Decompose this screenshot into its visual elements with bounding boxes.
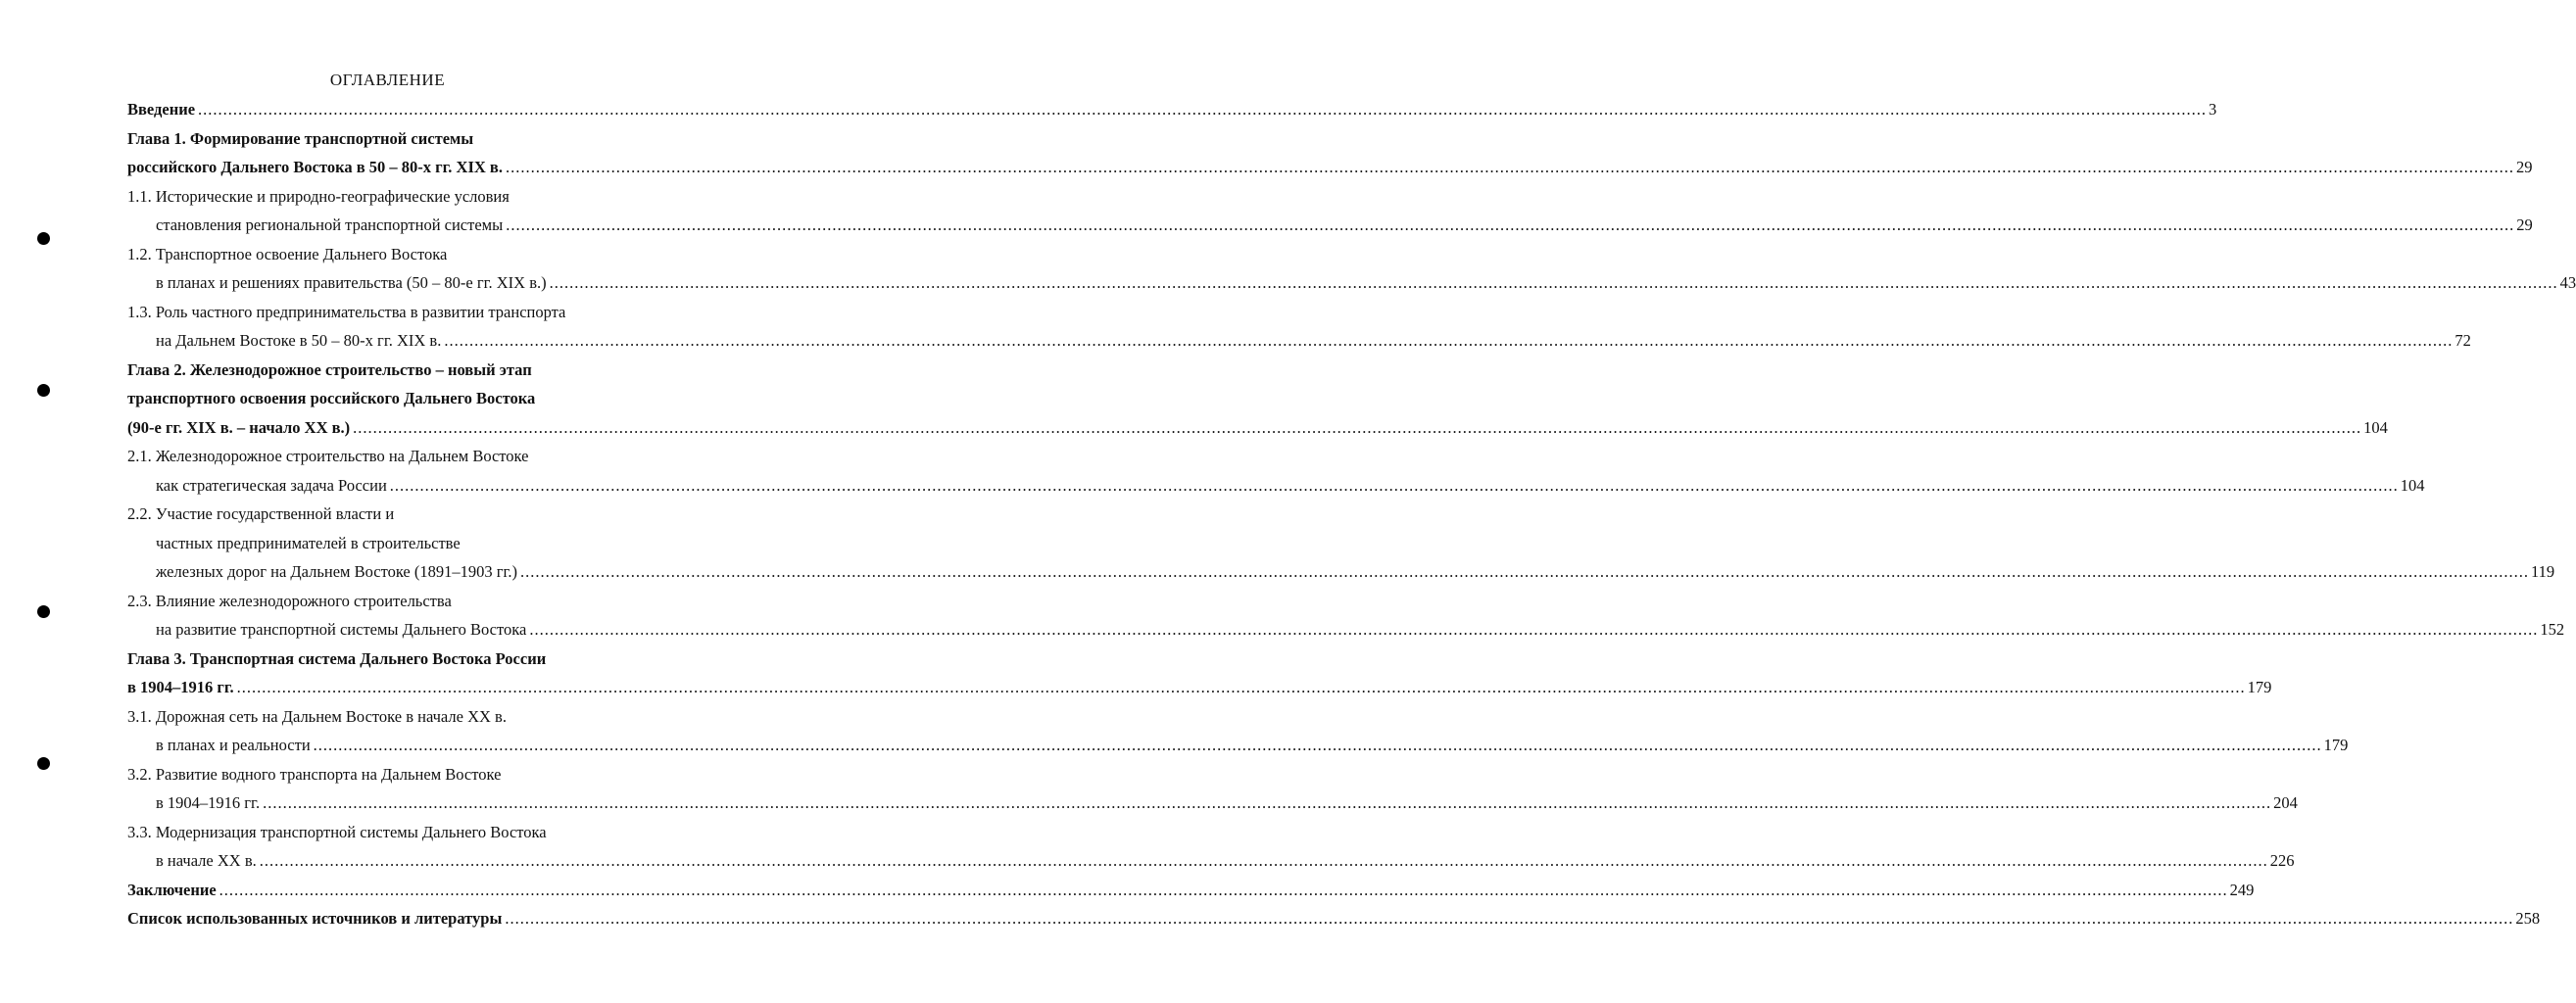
toc-page-number: 179 [2247,678,2272,696]
toc-page-number: 226 [2269,851,2295,870]
toc-leader-dots: ................................................................................................................................................................................................................................................................................................................................................................................................................ [444,331,2454,350]
toc-entry-text: Заключение [127,880,217,899]
toc-entry-text: в 1904–1916 гг. [156,793,261,812]
toc-page-number: 43 [2559,273,2576,292]
toc-entry [127,846,2295,876]
toc-entry-text: становления региональной транспортной системы [156,215,504,234]
toc-entry [127,298,701,327]
toc-entry [127,904,2541,933]
toc-page-number: 179 [2323,736,2349,754]
toc-entry-text: 1.2. Транспортное освоение Дальнего Востока [127,244,448,263]
toc-entry [127,413,2388,443]
toc-entry-text: Список использованных источников и литературы [127,909,503,928]
toc-entry-text: 1.3. Роль частного предпринимательства в развитии транспорта [127,302,566,321]
punch-hole [37,384,50,397]
toc-leader-dots: ................................................................................................................................................................................................................................................................................................................................................................................................................ [263,793,2272,812]
toc-entry [127,731,2349,760]
toc-entry [127,557,2555,587]
toc-entry-text: как стратегическая задача России [156,475,387,495]
page-title: ОГЛАВЛЕНИЕ [329,71,446,89]
toc-entry-text: (90-е гг. XIX в. – начало XX в.) [127,417,351,437]
toc-page-number: 104 [2363,417,2388,437]
toc-page-number: 72 [2454,331,2471,350]
toc-entry-text: 3.1. Дорожная сеть на Дальнем Востоке в начале XX в. [127,706,507,726]
toc-page-number: 152 [2540,620,2565,639]
toc-entry-text: железных дорог на Дальнем Востоке (1891–1903 гг.) [156,562,518,581]
toc-entry-text: 3.3. Модернизация транспортной системы Дальнего Востока [127,822,547,841]
toc-leader-dots: ................................................................................................................................................................................................................................................................................................................................................................................................................ [259,851,2268,870]
toc-entry-text: на развитие транспортной системы Дальнего Востока [156,620,527,639]
toc-leader-dots: ................................................................................................................................................................................................................................................................................................................................................................................................................ [198,100,2208,119]
toc-entry-text: Глава 3. Транспортная система Дальнего Востока России [127,648,547,668]
toc-leader-dots: ................................................................................................................................................................................................................................................................................................................................................................................................................ [529,620,2539,639]
toc-entry-text: 3.2. Развитие водного транспорта на Дальнем Востоке [127,764,502,784]
toc-entry [127,818,701,847]
toc-entry [127,645,701,674]
toc-entry-text: 2.2. Участие государственной власти и [127,504,395,523]
toc-entry [127,587,701,616]
toc-page-number: 119 [2531,562,2555,581]
toc-entry-text: на Дальнем Востоке в 50 – 80-х гг. XIX в. [156,331,442,350]
toc-entry [127,702,701,732]
toc-entry [127,384,701,413]
toc-entry [127,326,2471,356]
toc-entry [127,788,2298,818]
toc-page-number: 258 [2515,909,2541,928]
toc-entry [127,182,701,212]
toc-leader-dots: ................................................................................................................................................................................................................................................................................................................................................................................................................ [353,417,2362,437]
toc-leader-dots: ................................................................................................................................................................................................................................................................................................................................................................................................................ [236,678,2246,696]
toc-leader-dots: ................................................................................................................................................................................................................................................................................................................................................................................................................ [549,273,2558,292]
toc-entry [127,268,2576,298]
toc-leader-dots: ................................................................................................................................................................................................................................................................................................................................................................................................................ [506,215,2515,234]
toc-entry-text: 1.1. Исторические и природно-географические условия [127,186,510,206]
toc-entry-text: в 1904–1916 гг. [127,678,234,696]
toc-entry [127,211,2533,240]
toc-page-number: 204 [2273,793,2298,812]
toc-entry-text: в планах и реальности [156,736,311,754]
toc-entry-text: российского Дальнего Востока в 50 – 80-х гг. XIX в. [127,158,503,176]
toc-entry-text: в начале XX в. [156,851,257,870]
toc-entry [127,153,2533,182]
toc-page-number: 29 [2516,215,2533,234]
table-of-contents [127,95,2576,933]
punch-hole [37,757,50,770]
toc-entry [127,95,2217,124]
toc-page-number: 3 [2209,100,2217,119]
toc-entry [127,760,701,789]
toc-entry-text: Введение [127,100,196,119]
toc-leader-dots: ................................................................................................................................................................................................................................................................................................................................................................................................................ [313,736,2322,754]
toc-leader-dots: ................................................................................................................................................................................................................................................................................................................................................................................................................ [505,909,2514,928]
toc-entry [127,529,701,558]
punch-hole [37,605,50,618]
toc-page-number: 29 [2515,158,2533,176]
toc-leader-dots: ................................................................................................................................................................................................................................................................................................................................................................................................................ [219,880,2228,899]
toc-entry [127,471,2425,501]
toc-entry-text: в планах и решениях правительства (50 – 80-е гг. XIX в.) [156,273,547,292]
toc-entry-text: 2.1. Железнодорожное строительство на Дальнем Востоке [127,447,529,465]
toc-leader-dots: ................................................................................................................................................................................................................................................................................................................................................................................................................ [389,475,2399,495]
toc-leader-dots: ................................................................................................................................................................................................................................................................................................................................................................................................................ [505,158,2514,176]
toc-entry [127,124,701,154]
toc-leader-dots: ................................................................................................................................................................................................................................................................................................................................................................................................................ [520,562,2530,581]
toc-entry-text: 2.3. Влияние железнодорожного строительства [127,591,452,610]
punch-hole [37,232,50,245]
toc-entry [127,673,2272,702]
toc-entry [127,240,701,269]
toc-entry [127,876,2255,905]
toc-entry-text: Глава 1. Формирование транспортной системы [127,128,474,148]
toc-page-number: 104 [2400,475,2425,495]
toc-page-number: 249 [2229,880,2255,899]
toc-entry-text: транспортного освоения российского Дальнего Востока [127,389,536,407]
toc-entry-text: Глава 2. Железнодорожное строительство – новый этап [127,359,532,379]
toc-entry [127,442,701,471]
toc-entry [127,500,701,529]
toc-entry-text: частных предпринимателей в строительстве [156,533,461,552]
toc-entry [127,356,701,385]
toc-entry [127,615,2565,645]
